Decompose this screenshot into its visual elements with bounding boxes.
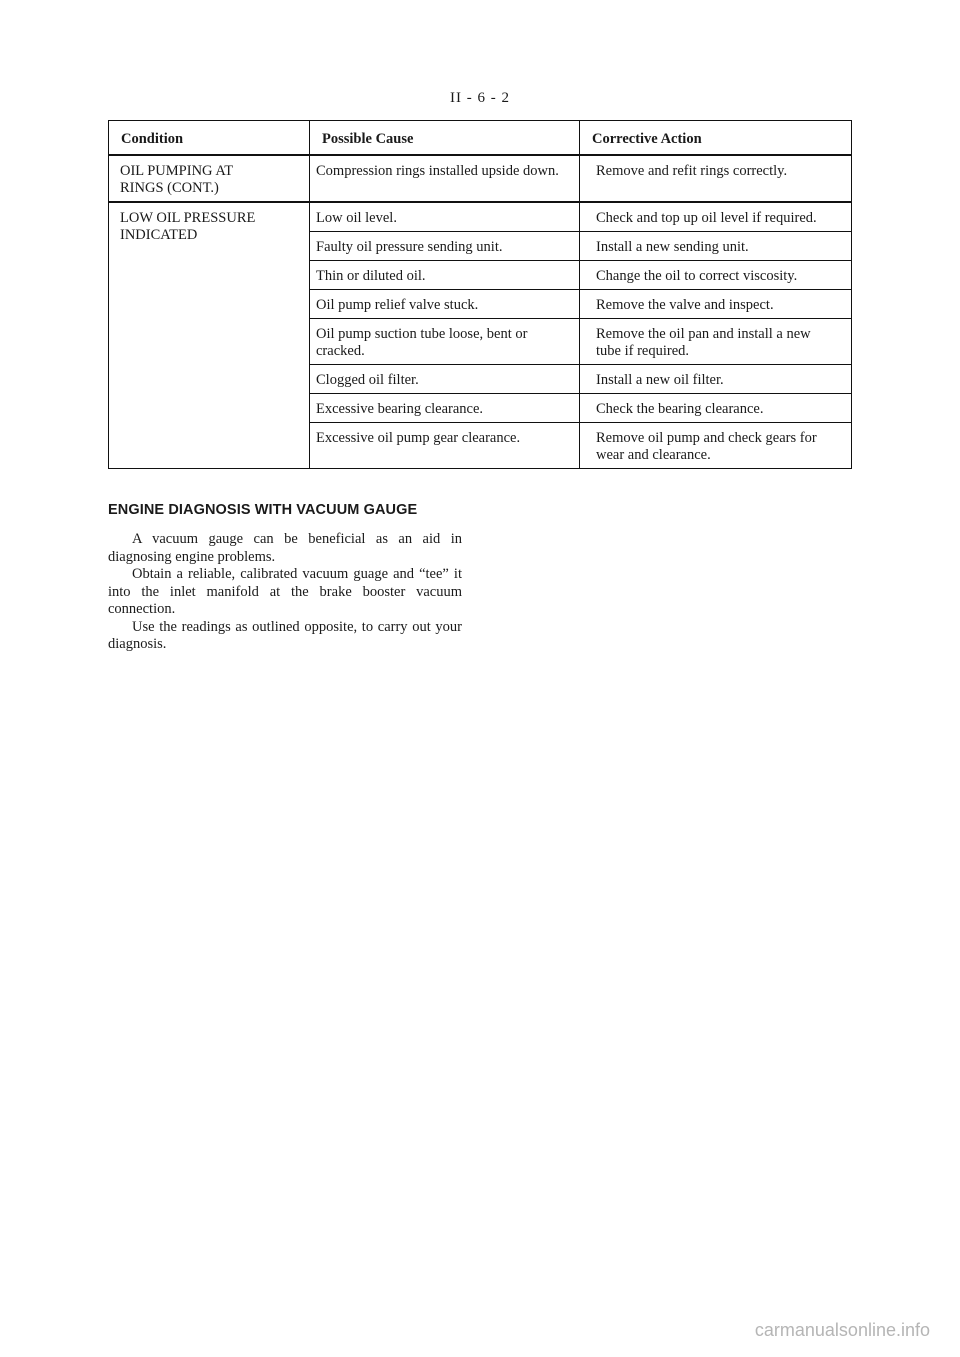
action-cell: Remove and refit rings correctly. [580, 155, 852, 202]
cause-cell: Excessive bearing clearance. [310, 394, 580, 423]
section-body [108, 531, 462, 654]
diagnosis-table [108, 120, 852, 469]
action-cell: Install a new sending unit. [580, 232, 852, 261]
cause-cell: Excessive oil pump gear clearance. [310, 423, 580, 469]
condition-header: Condition [109, 121, 310, 156]
action-cell: Remove the oil pan and install a new tube if required. [580, 319, 852, 365]
condition-text: LOW OIL PRESSURE INDICATED [120, 210, 256, 243]
body-paragraph: A vacuum gauge can be beneficial as an aid in diagnosing engine problems. [108, 531, 462, 565]
cause-header: Possible Cause [310, 121, 580, 156]
body-paragraph: Use the readings as outlined opposite, to carry out your diagnosis. [108, 618, 462, 652]
condition-text: OIL PUMPING AT RINGS (CONT.) [120, 163, 234, 196]
cause-cell: Compression rings installed upside down. [310, 155, 580, 202]
action-cell: Change the oil to correct viscosity. [580, 261, 852, 290]
action-header: Corrective Action [580, 121, 852, 156]
cause-cell: Faulty oil pressure sending unit. [310, 232, 580, 261]
body-paragraph: Obtain a reliable, calibrated vacuum guage and “tee” it into the inlet manifold at the brake booster vacuum connection. [108, 566, 462, 617]
table-row [109, 155, 852, 202]
watermark: carmanualsonline.info [754, 1320, 930, 1340]
action-cell: Install a new oil filter. [580, 365, 852, 394]
page-number: II - 6 - 2 [450, 90, 510, 106]
action-cell: Check and top up oil level if required. [580, 202, 852, 232]
cause-cell: Thin or diluted oil. [310, 261, 580, 290]
action-cell: Remove the valve and inspect. [580, 290, 852, 319]
condition-cell [109, 202, 310, 469]
cause-cell: Oil pump suction tube loose, bent or cracked. [310, 319, 580, 365]
section-heading: ENGINE DIAGNOSIS WITH VACUUM GAUGE [108, 502, 418, 518]
table-header-row [109, 121, 852, 156]
cause-cell: Oil pump relief valve stuck. [310, 290, 580, 319]
action-cell: Remove oil pump and check gears for wear and clearance. [580, 423, 852, 469]
cause-cell: Low oil level. [310, 202, 580, 232]
condition-cell [109, 155, 310, 202]
cause-cell: Clogged oil filter. [310, 365, 580, 394]
action-cell: Check the bearing clearance. [580, 394, 852, 423]
table-row [109, 202, 852, 232]
